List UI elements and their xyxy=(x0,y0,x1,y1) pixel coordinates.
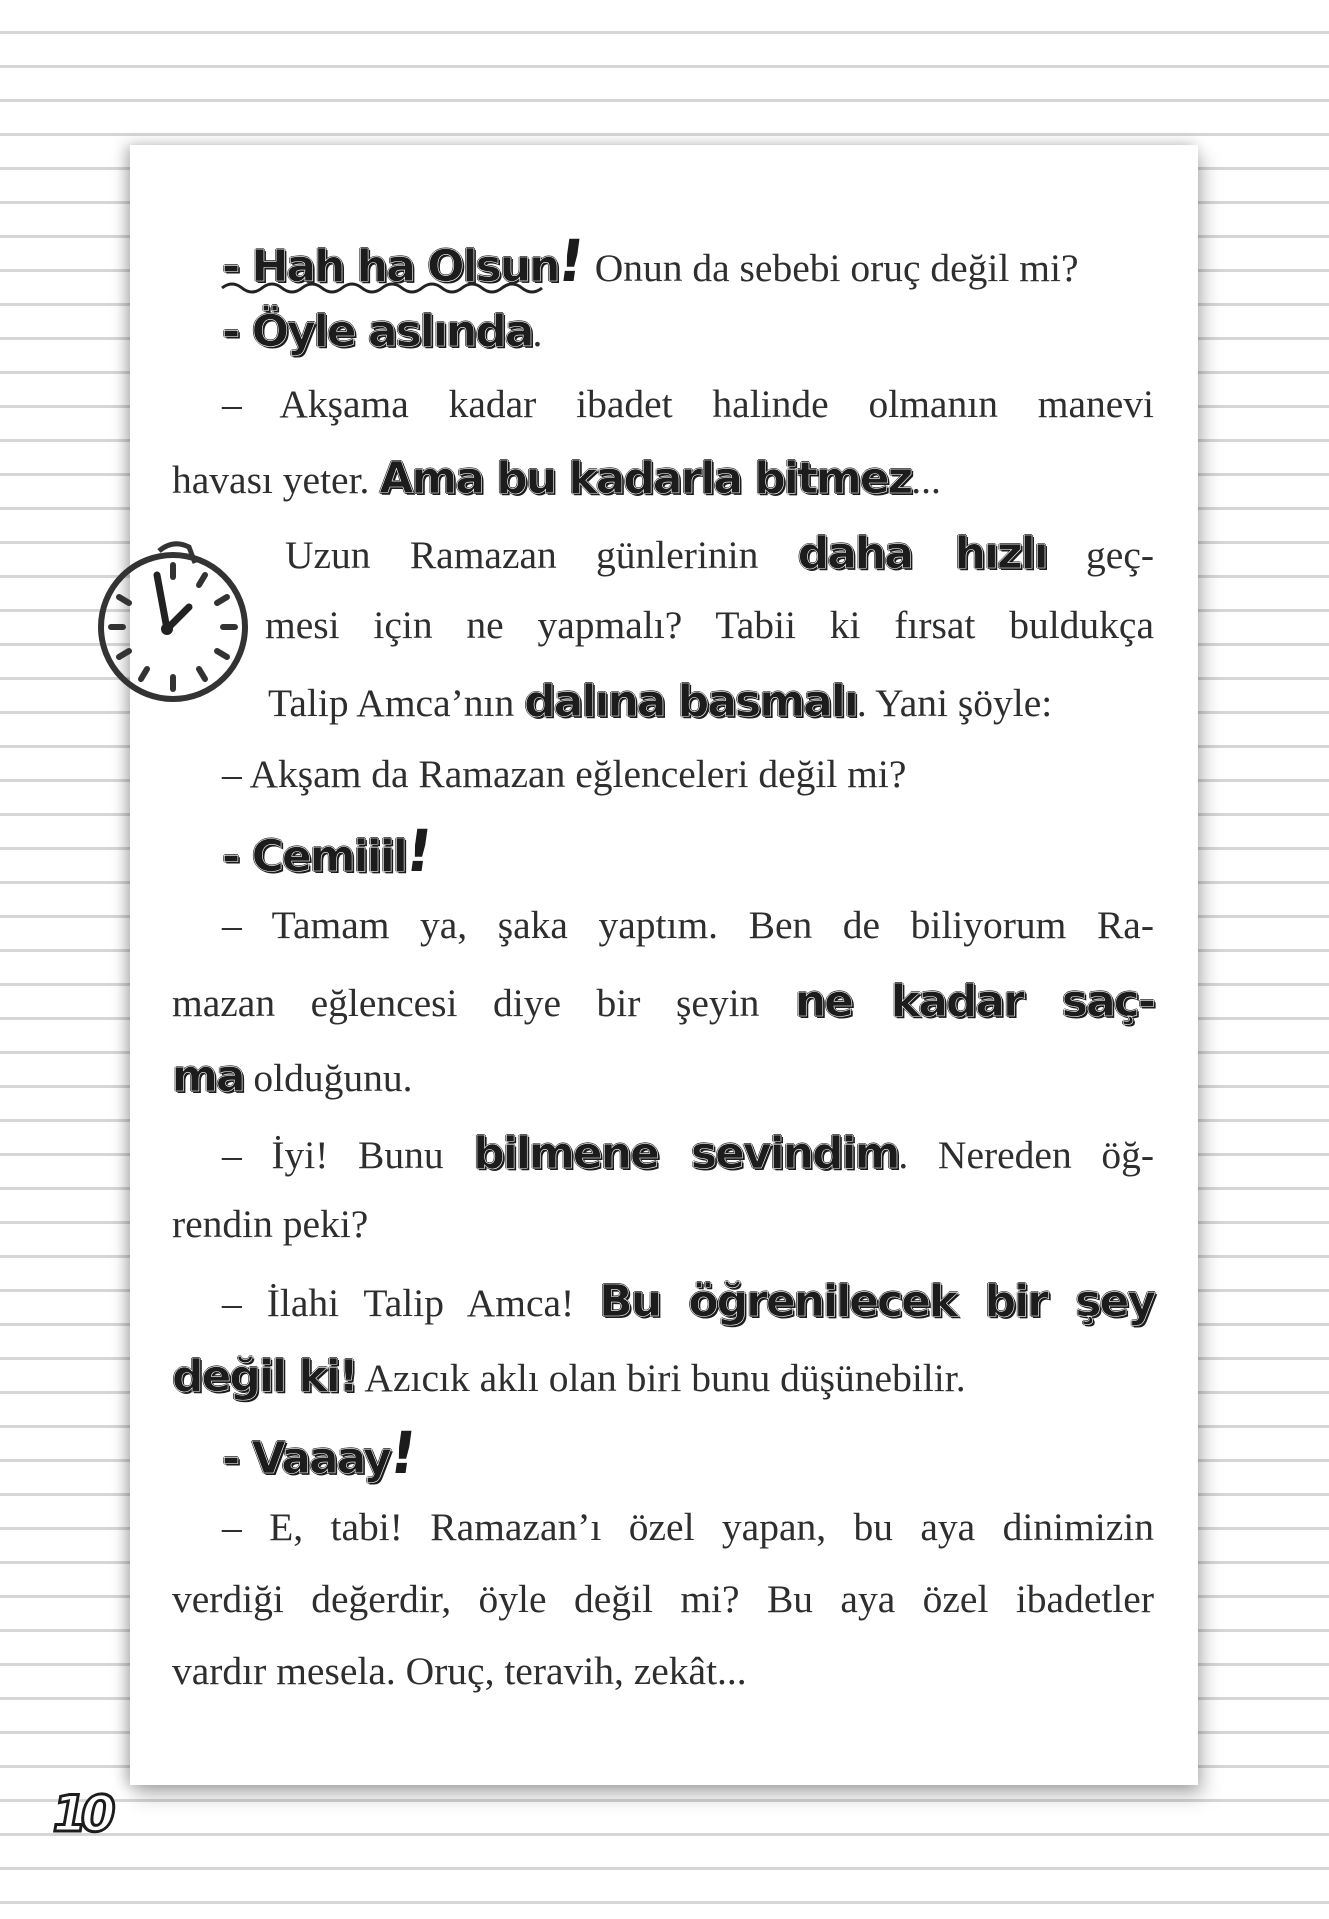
body-text: verdiği değerdir, öyle değil mi? Bu aya özel ibadetler xyxy=(172,1577,1154,1621)
handwritten-phrase: dalına basmalı xyxy=(524,676,857,727)
text-line xyxy=(172,1649,1329,1693)
body-text: olduğunu. xyxy=(243,1056,413,1100)
body-text: – Tamam ya, şaka yaptım. Ben de biliyorum Ra- xyxy=(222,903,1154,947)
body-text: Onun da sebebi oruç değil mi? xyxy=(584,246,1079,290)
body-text: vardır mesela. Oruç, teravih, zekât... xyxy=(172,1649,747,1693)
text-line xyxy=(172,1351,1329,1402)
body-text: . xyxy=(532,311,543,355)
body-text: rendin peki? xyxy=(172,1202,369,1246)
text-line xyxy=(222,1276,1154,1327)
text-line xyxy=(172,1051,1329,1102)
body-text: Uzun Ramazan günlerinin xyxy=(285,533,798,577)
squiggle-underline-icon xyxy=(220,278,550,298)
text-line xyxy=(285,528,1154,579)
body-text: – İyi! Bunu xyxy=(222,1133,474,1177)
handwritten-phrase: ma xyxy=(172,1051,244,1102)
body-text: geç- xyxy=(1046,533,1154,577)
page-number-text: 10 xyxy=(46,1785,115,1843)
text-line xyxy=(222,1419,1329,1487)
body-text: Azıcık aklı olan biri bunu düşünebilir. xyxy=(356,1356,966,1400)
handwritten-phrase: daha hızlı xyxy=(797,528,1047,579)
text-line xyxy=(222,903,1154,947)
clock-icon xyxy=(97,535,249,703)
text-line xyxy=(222,382,1154,426)
text-line xyxy=(222,752,1329,796)
handwritten-phrase: - Cemiiil xyxy=(222,831,406,882)
handwritten-phrase: Bu öğrenilecek bir şey xyxy=(599,1276,1154,1327)
text-line xyxy=(265,603,1154,647)
body-text: – Akşama kadar ibadet halinde olmanın manevi xyxy=(222,382,1154,426)
text-line xyxy=(172,1202,1329,1246)
text-line xyxy=(268,676,1329,727)
body-text: mesi için ne yapmalı? Tabii ki fırsat buldukça xyxy=(265,603,1154,647)
handwritten-phrase: - Vaaay xyxy=(222,1433,390,1484)
text-line xyxy=(222,1128,1154,1179)
body-text: – İlahi Talip Amca! xyxy=(222,1281,600,1325)
handwritten-phrase: değil ki! xyxy=(172,1351,357,1402)
body-text: . Nereden öğ- xyxy=(898,1133,1154,1177)
text-line xyxy=(222,1505,1154,1549)
text-line xyxy=(172,976,1154,1027)
exclamation-mark: ! xyxy=(553,227,590,295)
body-text: . Yani şöyle: xyxy=(856,681,1053,725)
body-text: Talip Amca’nın xyxy=(268,681,525,725)
text-line xyxy=(172,1577,1154,1621)
handwritten-phrase: Ama bu kadarla bitmez xyxy=(379,453,912,504)
text-line xyxy=(222,306,1329,357)
handwritten-phrase: - Hah ha Olsun xyxy=(222,241,559,292)
body-text: – E, tabi! Ramazan’ı özel yapan, bu aya dinimizin xyxy=(222,1505,1154,1549)
body-text: – Akşam da Ramazan eğlenceleri değil mi? xyxy=(222,752,907,796)
handwritten-phrase: ne kadar saç- xyxy=(794,976,1154,1027)
page-number xyxy=(47,1785,137,1841)
text-line xyxy=(222,817,1329,885)
body-text: ... xyxy=(911,458,941,502)
handwritten-phrase: bilmene sevindim xyxy=(473,1128,899,1179)
handwritten-phrase: - Öyle aslında xyxy=(222,306,533,357)
body-text: havası yeter. xyxy=(172,458,380,502)
body-text: mazan eğlencesi diye bir şeyin xyxy=(172,981,795,1025)
exclamation-mark: ! xyxy=(384,1419,421,1487)
exclamation-mark: ! xyxy=(401,817,438,885)
text-line xyxy=(172,453,1329,504)
